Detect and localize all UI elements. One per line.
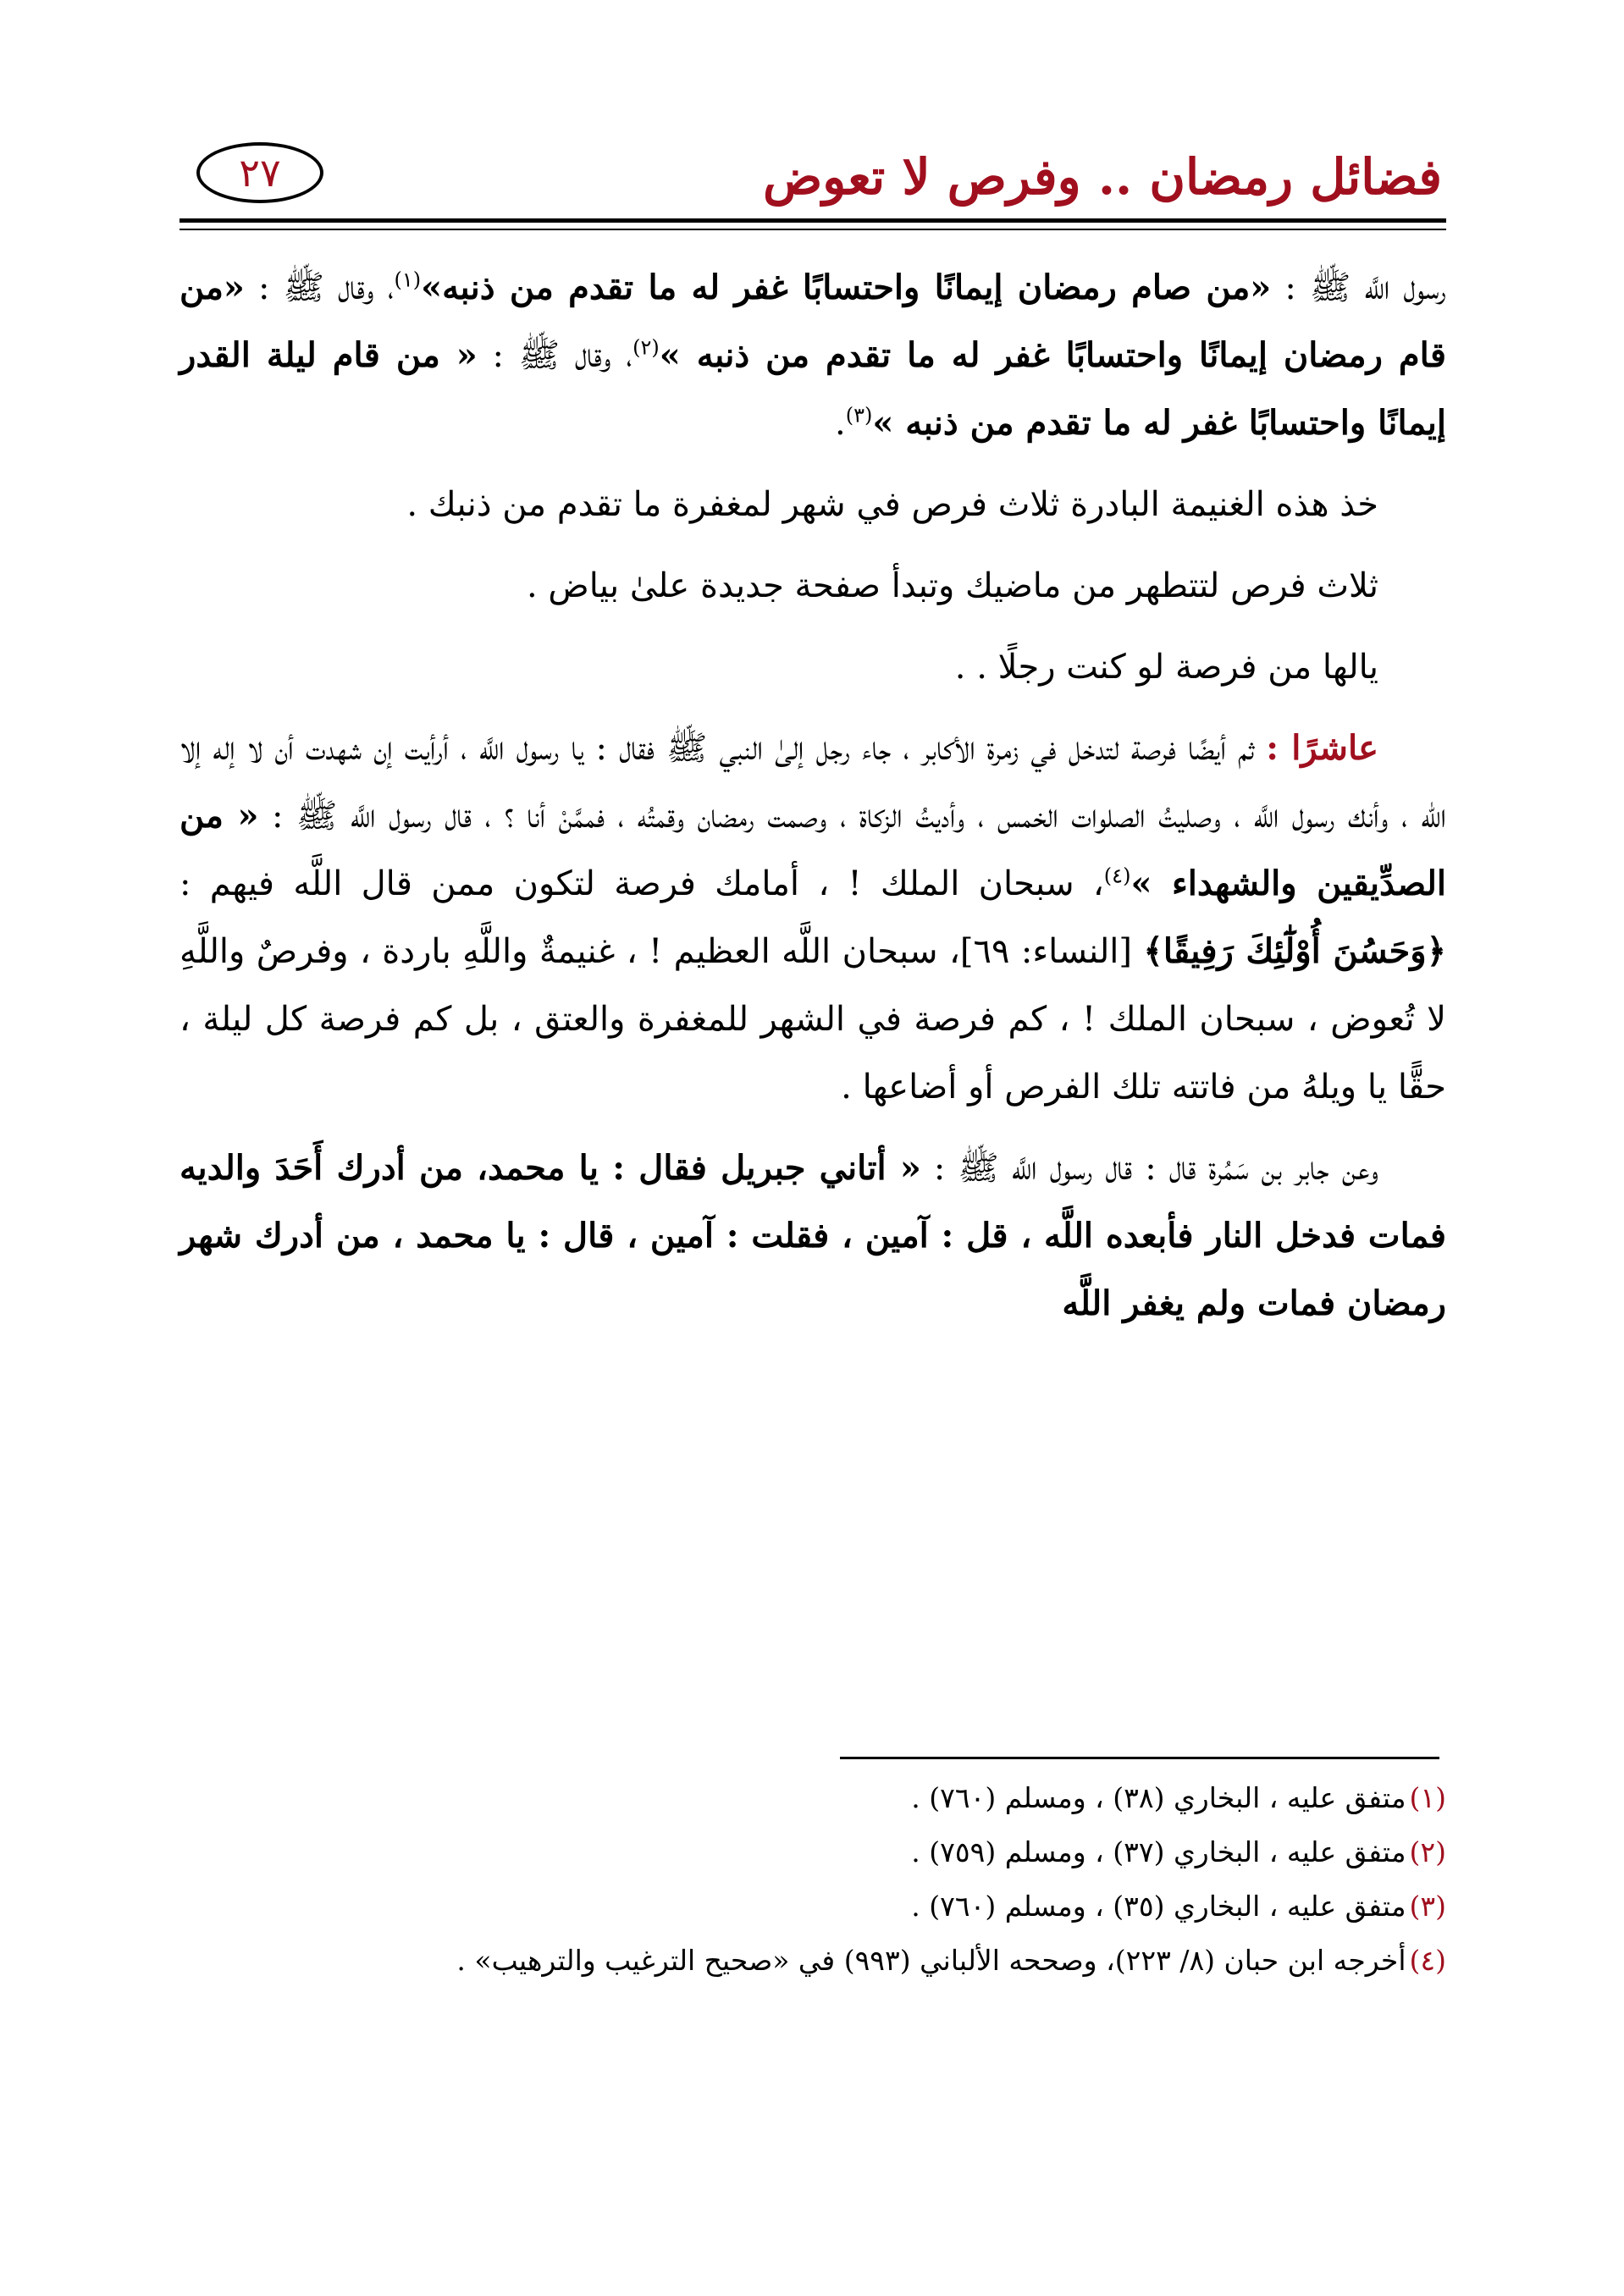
hadith-quote: « أتاني جبريل فقال : يا محمد، من أدرك أَحَدَ والديه فمات فدخل النار فأبعده اللَّه ، قل : آمين ، فقلت : آمين ، قال : يا محمد ، من أدرك شهر رمضان فمات ولم يغفر اللَّه [180, 1148, 1446, 1323]
text-run: ، وقال ﷺ : [244, 268, 395, 307]
hadith-quote: «من صام رمضان إيمانًا واحتسابًا غفر له ما تقدم من ذنبه» [421, 268, 1272, 307]
footnote-number: (٢) [1409, 1835, 1446, 1868]
page-header-title: فضائل رمضان .. وفرص لا تعوض [763, 148, 1442, 206]
hadith-quote: « من الصدِّيقين والشهداء » [180, 796, 1446, 903]
footnote-number: (٣) [1409, 1890, 1446, 1923]
footnote-number: (٤) [1409, 1944, 1446, 1977]
text-run: ثم أيضًا فرصة لتدخل في زمرة الأكابر ، جاء رجل إلىٰ النبي ﷺ فقال : يا رسول اللَّه ، أرأيت إن شهدت أن لا إله إلا الله ، وأنك رسول اللَّه ، وصليتُ الصلوات الخمس ، وأديتُ الزكاة ، وصمت رمضان وقمتُه ، فممَّنْ أنا ؟ ، قال رسول اللَّه ﷺ : [180, 729, 1446, 836]
footnote-text: أخرجه ابن حبان (٨/ ٢٢٣)، وصححه الألباني (٩٩٣) في «صحيح الترغيب والترهيب» . [456, 1944, 1406, 1977]
footnote-ref: (٤) [1103, 864, 1131, 888]
paragraph-hadith-ramadan [180, 254, 1446, 457]
paragraph-jabir [180, 1134, 1446, 1338]
footnote-ref: (٣) [845, 403, 873, 428]
section-heading-tenth: عاشرًا : [1266, 728, 1378, 768]
footnote-4 [180, 1936, 1446, 1985]
footnote-separator [840, 1757, 1439, 1759]
text-run: ، وقال ﷺ : [477, 336, 633, 375]
footnote-2 [180, 1828, 1446, 1877]
paragraph-what-a-chance: يالها من فرصة لو كنت رجلًا . . [954, 648, 1378, 687]
footnote-1 [180, 1774, 1446, 1823]
quran-verse: ﴿وَحَسُنَ أُوْلَٰٓئِكَ رَفِيقًا﴾ [1143, 931, 1447, 971]
text-run: ، سبحان الملك ! ، أمامك فرصة لتكون ممن قال اللَّه فيهم : [180, 864, 1104, 903]
header-rule-thick [180, 218, 1446, 223]
header-rule-thin [180, 229, 1446, 230]
footnote-text: متفق عليه ، البخاري (٣٥) ، ومسلم (٧٦٠) . [911, 1890, 1406, 1923]
paragraph-three-chances: ثلاث فرص لتتطهر من ماضيك وتبدأ صفحة جديدة علىٰ بياض . [526, 566, 1378, 605]
hadith-quote: «من قام رمضان إيمانًا واحتسابًا غفر له ما تقدم من ذنبه » [180, 268, 1446, 375]
text-run: رسول اللَّه ﷺ : [1271, 268, 1446, 307]
text-run: وعن جابر بن سَمُرة قال : قال رسول اللَّه ﷺ : [920, 1149, 1379, 1188]
paragraph-ghanima: خذ هذه الغنيمة البادرة ثلاث فرص في شهر لمغفرة ما تقدم من ذنبك . [406, 485, 1378, 524]
footnote-text: متفق عليه ، البخاري (٣٧) ، ومسلم (٧٥٩) . [911, 1835, 1406, 1868]
page-number: ٢٧ [239, 150, 281, 196]
footnote-text: متفق عليه ، البخاري (٣٨) ، ومسلم (٧٦٠) . [911, 1781, 1406, 1814]
main-text [180, 254, 1446, 1338]
paragraph-tenth [180, 715, 1446, 1121]
footnotes [180, 1774, 1446, 1990]
page-number-badge [196, 142, 323, 203]
hadith-quote: « من قام ليلة القدر إيمانًا واحتسابًا غفر له ما تقدم من ذنبه » [180, 335, 1446, 443]
footnote-ref: (١) [394, 268, 422, 292]
text-run: . [835, 404, 846, 443]
text-run: [النساء: ٦٩]، سبحان اللَّه العظيم ! ، غنيمةٌ واللَّهِ باردة ، وفرصٌ واللَّهِ لا تُعوض ، سبحان الملك ! ، كم فرصة في الشهر للمغفرة والعتق ، بل كم فرصة كل ليلة ، حقًّا يا ويلهُ من فاتته تلك الفرص أو أضاعها . [180, 932, 1446, 1107]
footnote-number: (١) [1409, 1781, 1446, 1814]
footnote-3 [180, 1882, 1446, 1931]
footnote-ref: (٢) [632, 335, 660, 360]
